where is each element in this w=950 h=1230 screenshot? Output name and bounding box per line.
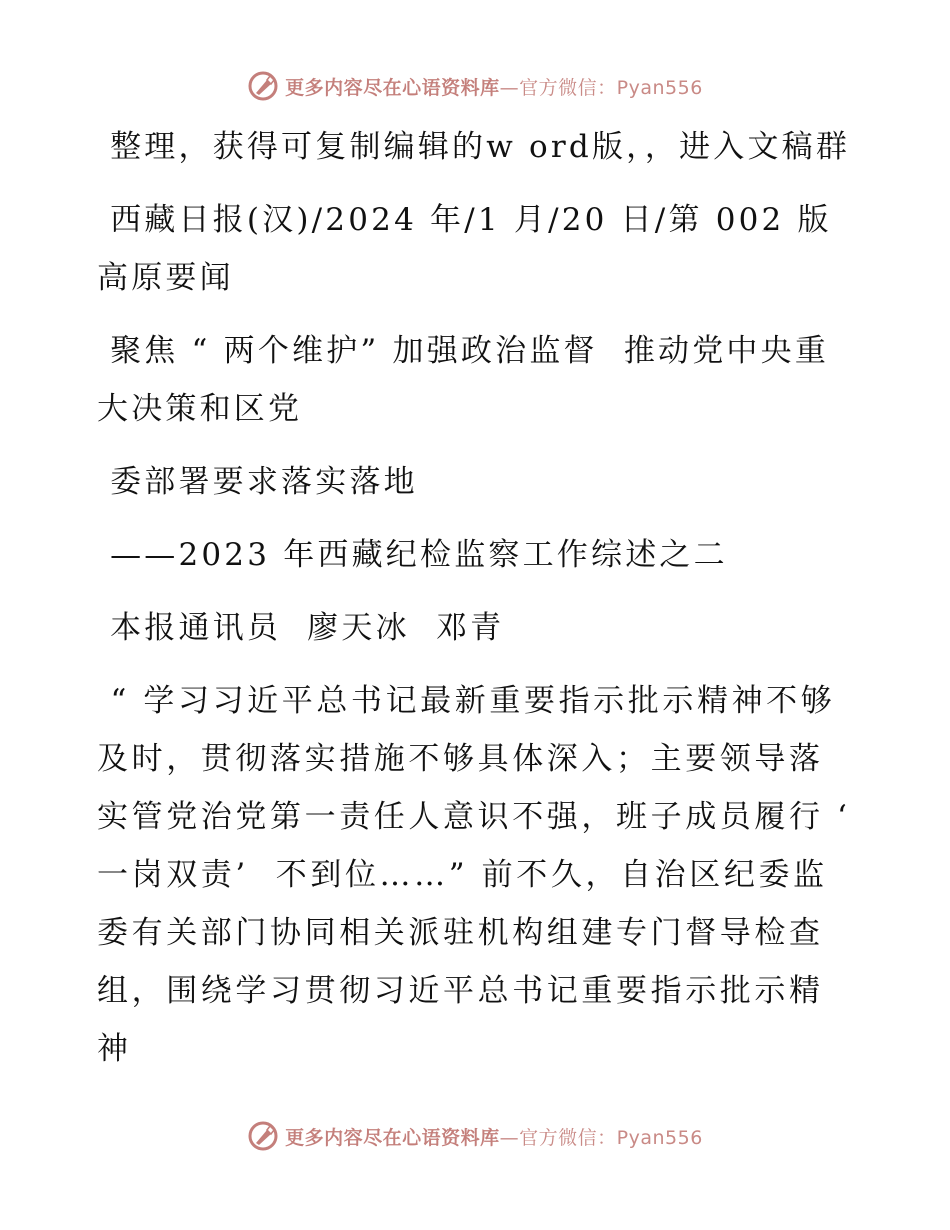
footer-watermark (0, 1120, 950, 1152)
watermark-wechat: 官方微信：Pyan556 (519, 1126, 703, 1149)
header-watermark (0, 70, 950, 102)
watermark-separator: — (499, 1126, 520, 1149)
document-body (97, 118, 864, 1093)
watermark-main: 更多内容尽在心语资料库 (285, 1126, 500, 1149)
watermark-main: 更多内容尽在心语资料库 (285, 76, 500, 99)
paragraph-body: “ 学习习近平总书记最新重要指示批示精神不够及时，贯彻落实措施不够具体深入；主要领导落实管党治党第一责任人意识不强，班子成员履行 ‘ 一岗双责’ 不到位……” 前不久，自治区纪委监委有关部门协同相关派驻机构组建专门督导检查组，围绕学习贯彻习近平总书记重要指示批示精神 (97, 683, 864, 1067)
pen-nib-logo-icon (247, 1120, 279, 1152)
paragraph-intro: 整理，获得可复制编辑的w ord版，，进入文稿群 (97, 129, 851, 165)
paragraph-byline: 本报通讯员 廖天冰 邓青 (97, 610, 505, 646)
pen-nib-logo-icon (247, 70, 279, 102)
paragraph-headline-cont: 委部署要求落实落地 (97, 464, 418, 500)
paragraph-source: 西藏日报(汉)/2024 年/1 月/20 日/第 002 版高原要闻 (97, 202, 832, 296)
watermark-wechat: 官方微信：Pyan556 (519, 76, 703, 99)
paragraph-subtitle: ——2023 年西藏纪检监察工作综述之二 (97, 537, 728, 573)
watermark-separator: — (499, 76, 520, 99)
paragraph-headline: 聚焦 “ 两个维护” 加强政治监督 推动党中央重大决策和区党 (97, 333, 830, 427)
watermark-text (285, 73, 703, 100)
watermark-text (285, 1123, 703, 1150)
